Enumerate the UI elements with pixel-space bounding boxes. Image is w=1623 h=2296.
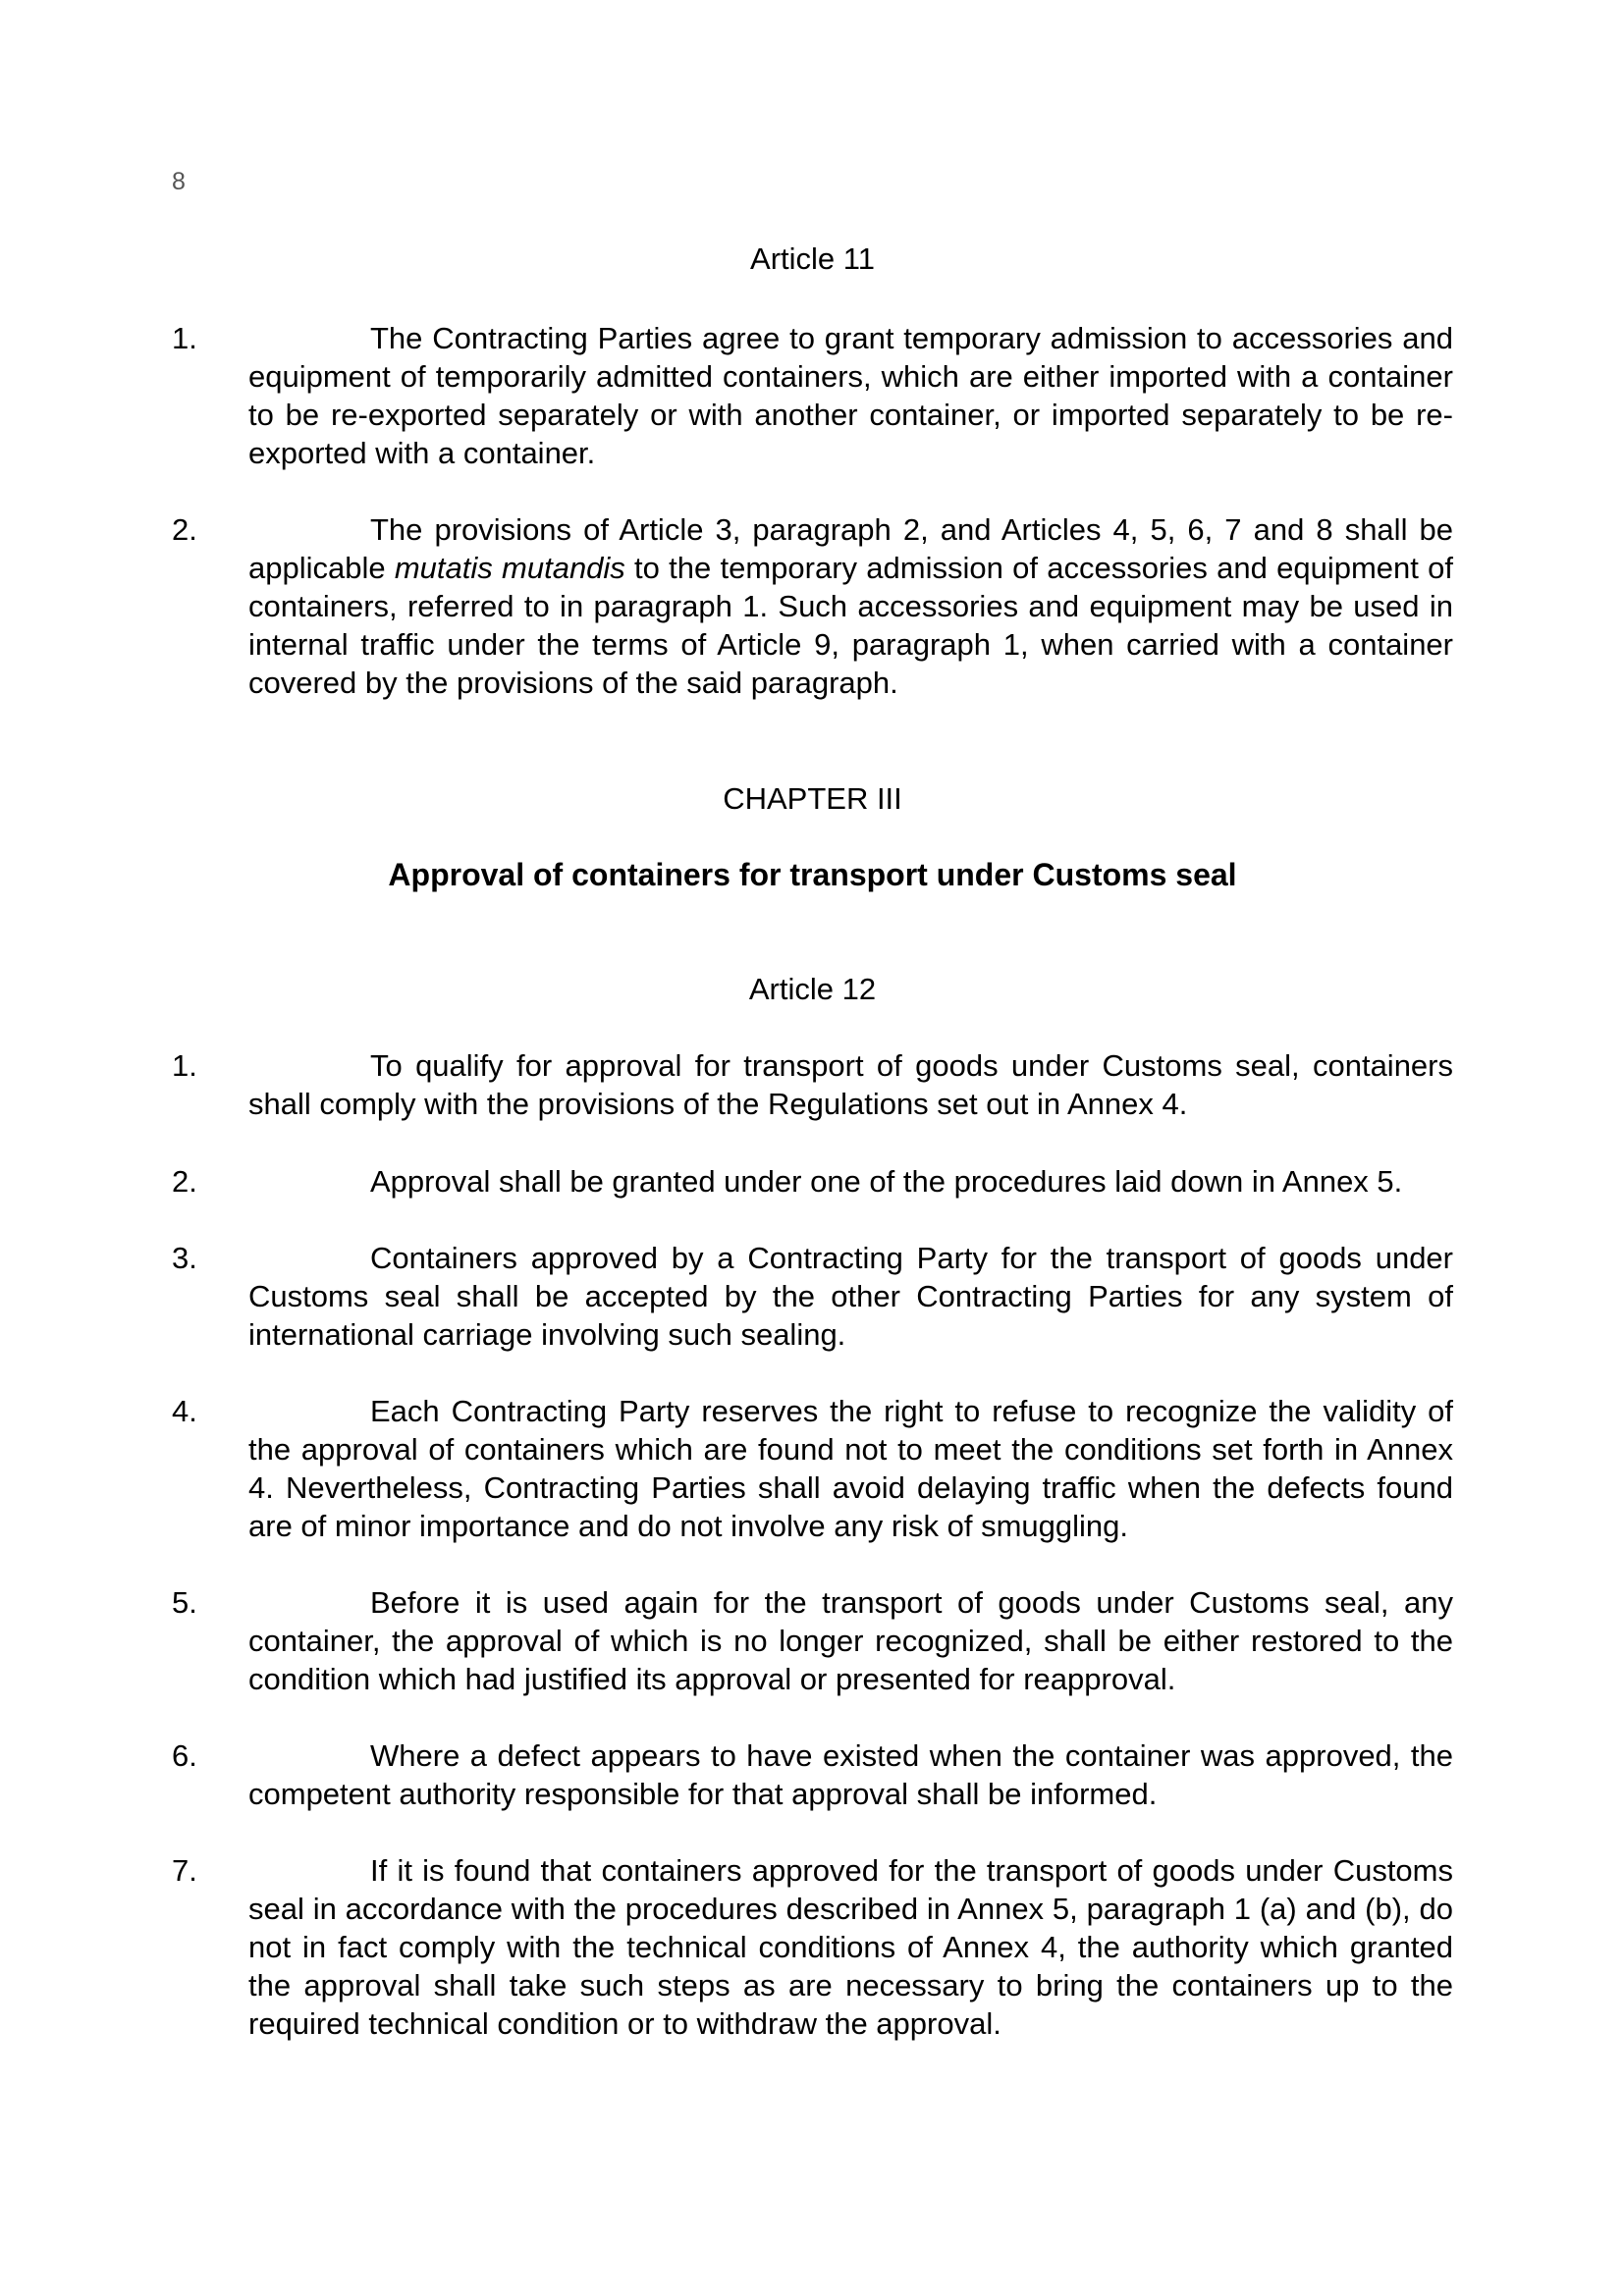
article-12-heading: Article 12 (748, 972, 877, 1006)
article-12-paragraph-3 (172, 1239, 1453, 1354)
paragraph-number: 3. (172, 1241, 197, 1275)
chapter-label: CHAPTER III (723, 781, 902, 816)
chapter-title: Approval of containers for transport under Customs seal (388, 857, 1237, 892)
latin-phrase-italic: mutatis mutandis (394, 551, 625, 585)
paragraph-number: 2. (172, 512, 197, 547)
paragraph-text (248, 510, 1453, 702)
page-number: 8 (172, 168, 186, 195)
paragraph-text: To qualify for approval for transport of goods under Customs seal, containers shall comply with the provisions of the Regulations set out in Annex 4. (248, 1048, 1453, 1121)
article-11-paragraph-2 (172, 510, 1453, 702)
article-12-paragraph-2 (172, 1162, 1453, 1201)
paragraph-text-part: The provisions of Article 3, paragraph 2, and Articles 4, 5, 6, 7 and 8 shall be applicable (248, 512, 1453, 585)
paragraph-number: 4. (172, 1394, 197, 1428)
paragraph-number: 1. (172, 321, 197, 355)
paragraph-number: 1. (172, 1048, 197, 1083)
article-12-paragraph-6 (172, 1736, 1453, 1813)
paragraph-text: Before it is used again for the transport of goods under Customs seal, any container, the approval of which is no longer recognized, shall be either restored to the condition which had justified its approval or presented for reapproval. (248, 1585, 1453, 1696)
article-11-heading: Article 11 (750, 241, 875, 276)
article-12-paragraph-1 (172, 1046, 1453, 1123)
paragraph-text: Each Contracting Party reserves the right to refuse to recognize the validity of the approval of containers which are found not to meet the conditions set forth in Annex 4. Nevertheless, Contracting Parties shall avoid delaying traffic when the defects found are of minor importance and do not involve any risk of smuggling. (248, 1394, 1453, 1543)
article-12-paragraph-5 (172, 1583, 1453, 1698)
article-12-paragraph-7 (172, 1851, 1453, 2043)
paragraph-text: Containers approved by a Contracting Party for the transport of goods under Customs seal shall be accepted by the other Contracting Parties for any system of international carriage involving such sealing. (248, 1241, 1453, 1352)
paragraph-text: Where a defect appears to have existed when the container was approved, the competent authority responsible for that approval shall be informed. (248, 1738, 1453, 1811)
article-11-paragraph-1 (172, 319, 1453, 472)
paragraph-text-part: to the temporary admission of accessories and equipment of containers, referred to in paragraph 1. Such accessories and equipment may be used in internal traffic under the terms of Article 9, paragraph 1, when carried with a container covered by the provisions of the said paragraph. (248, 551, 1453, 700)
paragraph-text: The Contracting Parties agree to grant temporary admission to accessories and equipment of temporarily admitted containers, which are either imported with a container to be re-exported separately or with another container, or imported separately to be re-exported with a container. (248, 321, 1453, 470)
article-12-paragraph-4 (172, 1392, 1453, 1545)
paragraph-text: If it is found that containers approved for the transport of goods under Customs seal in accordance with the procedures described in Annex 5, paragraph 1 (a) and (b), do not in fact comply with the technical conditions of Annex 4, the authority which granted the approval shall take such steps as are necessary to bring the containers up to the required technical condition or to withdraw the approval. (248, 1853, 1453, 2041)
paragraph-number: 2. (172, 1164, 197, 1199)
paragraph-number: 5. (172, 1585, 197, 1620)
paragraph-number: 7. (172, 1853, 197, 1888)
paragraph-text: Approval shall be granted under one of the procedures laid down in Annex 5. (370, 1164, 1403, 1199)
paragraph-number: 6. (172, 1738, 197, 1773)
